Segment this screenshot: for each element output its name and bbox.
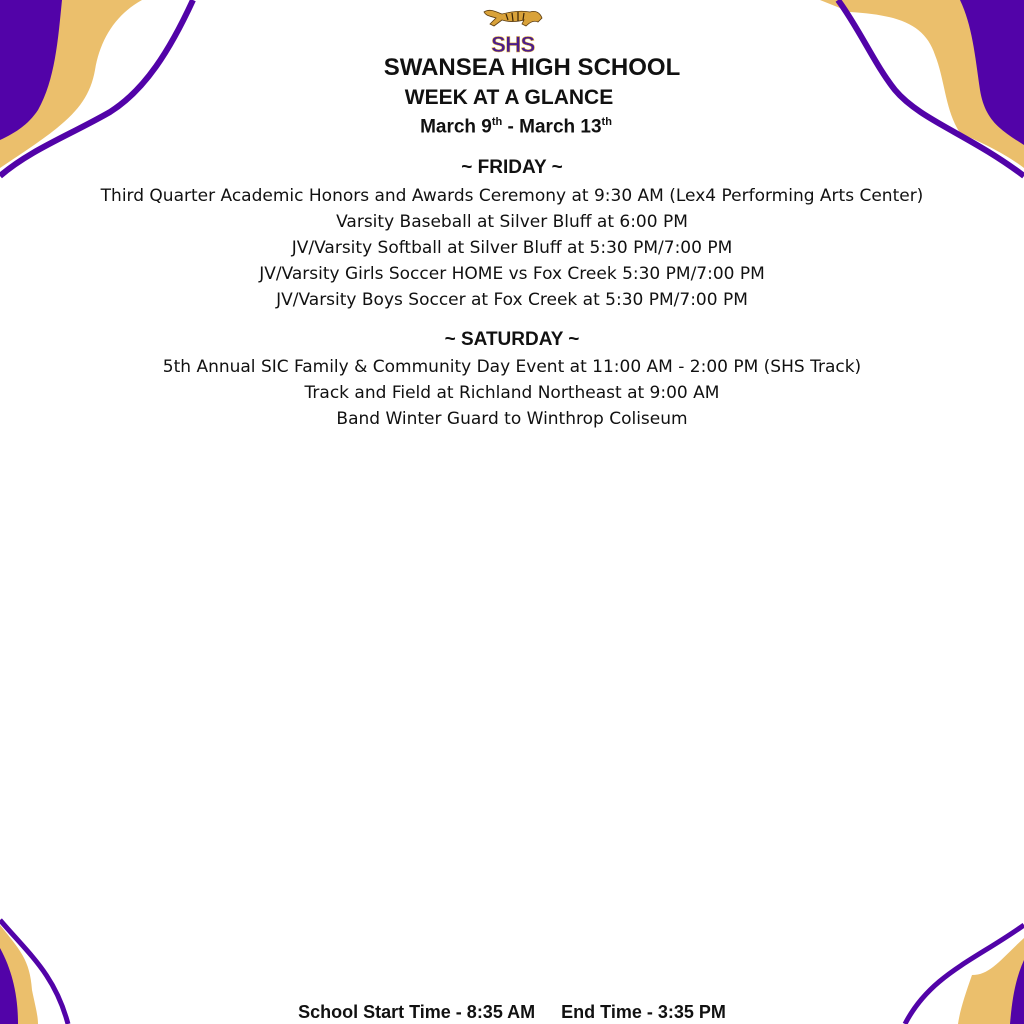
event-item: Band Winter Guard to Winthrop Coliseum <box>336 409 688 429</box>
school-logo <box>482 4 544 57</box>
start-time: School Start Time - 8:35 AM <box>298 1002 536 1022</box>
school-name: SWANSEA HIGH SCHOOL <box>383 54 681 81</box>
day-heading-friday: ~ FRIDAY ~ <box>461 157 563 178</box>
event-item: 5th Annual SIC Family & Community Day Event at 11:00 AM - 2:00 PM (SHS Track) <box>162 357 862 377</box>
page-subtitle: WEEK AT A GLANCE <box>404 86 614 109</box>
event-item: Track and Field at Richland Northeast at 9:00 AM <box>304 383 720 403</box>
logo-text: SHS <box>491 32 535 57</box>
tiger-icon <box>482 4 544 30</box>
event-item: JV/Varsity Boys Soccer at Fox Creek at 5:30 PM/7:00 PM <box>276 290 748 310</box>
event-item: JV/Varsity Softball at Silver Bluff at 5:30 PM/7:00 PM <box>291 238 733 258</box>
date-range: March 9th - March 13th <box>420 116 612 138</box>
school-hours <box>0 1002 1024 1023</box>
event-item: Varsity Baseball at Silver Bluff at 6:00 PM <box>336 212 688 232</box>
event-item: Third Quarter Academic Honors and Awards Ceremony at 9:30 AM (Lex4 Performing Arts Center) <box>100 186 924 206</box>
event-item: JV/Varsity Girls Soccer HOME vs Fox Creek 5:30 PM/7:00 PM <box>259 264 765 284</box>
end-time: End Time - 3:35 PM <box>561 1002 726 1022</box>
day-heading-saturday: ~ SATURDAY ~ <box>444 329 580 350</box>
